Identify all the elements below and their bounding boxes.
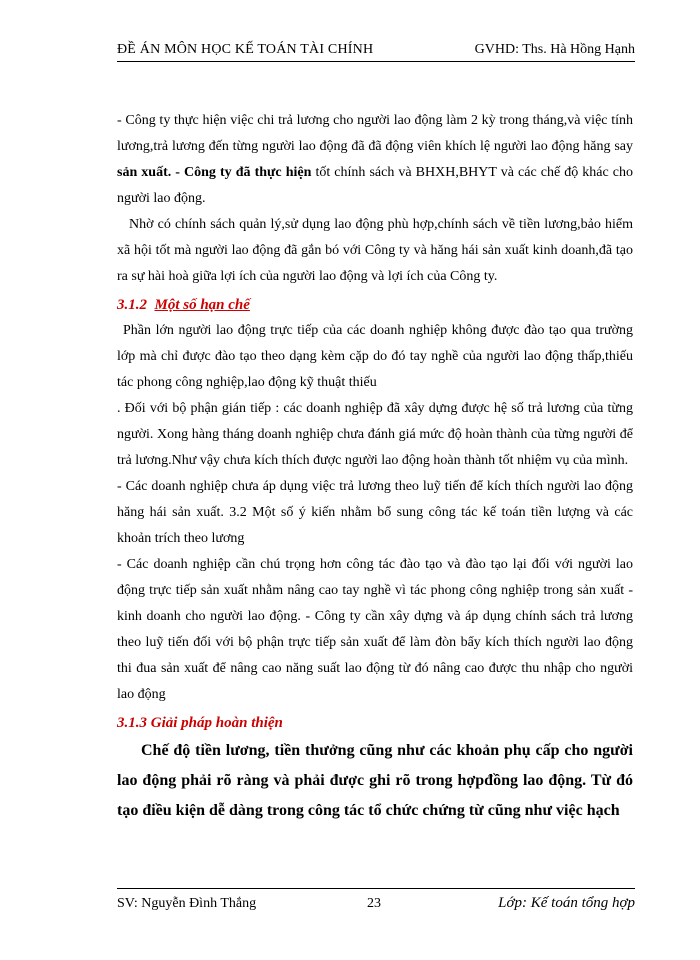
paragraph-policy-benefits: Nhờ có chính sách quản lý,sử dụng lao động phù hợp,chính sách về tiền lương,bảo hiểm xã hội tốt mà người lao động đã gắn bó với Công ty và hăng hái sản xuất kinh doanh,đã tạo ra sự hài hoà giữa lợi ích của người lao động và lợi ích của Công ty. [117, 217, 633, 284]
page-number: 23 [367, 896, 381, 911]
paragraph-recommendations: - Các doanh nghiệp cần chú trọng hơn công tác đào tạo và đào tạo lại đối với người lao động trực tiếp sản xuất nhằm nâng cao tay nghề vì tác phong công nghiệp trong sản xuất - kinh doanh cho người lao động. - Công ty cần xây dựng và áp dụng chính sách trả lương theo luỹ tiến đối với bộ phận trực tiếp sản xuất để làm đòn bẩy kích thích người lao động thi đua sản xuất để nâng cao năng suất lao động từ đó nâng cao được thu nhập cho người lao động [117, 557, 633, 702]
student-name: SV: Nguyễn Đình Thắng [117, 896, 257, 911]
paragraph-progressive-pay: - Các doanh nghiệp chưa áp dụng việc trả lương theo luỹ tiến để kích thích người lao động hăng hái sản xuất. 3.2 Một số ý kiến nhằm bổ sung công tác kế toán tiền lượng và các khoản trích theo lương [117, 479, 633, 546]
section-heading-solutions: 3.1.3 Giải pháp hoàn thiện [117, 715, 283, 731]
paragraph-training: Phần lớn người lao động trực tiếp của các doanh nghiệp không được đào tạo qua trường lớp mà chỉ được đào tạo theo dạng kèm cặp do đó tay nghề của người lao động thấp,thiếu tác phong công nghiệp,lao động kỹ thuật thiếu [117, 323, 633, 390]
paragraph-salary-payment: - Công ty thực hiện việc chi trả lương cho người lao động làm 2 kỳ trong tháng,và việc tính lương,trả lương đến từng người lao động đã đã động viên khích lệ người lao động hăng say sản xuất. - Công ty đã thực hiện tốt chính sách và BHXH,BHYT và các chế độ khác cho người lao động. [117, 113, 633, 206]
page-body [117, 108, 633, 826]
header-divider [117, 61, 635, 62]
footer-divider [117, 888, 635, 889]
supervisor-label: GVHD: Ths. Hà Hồng Hạnh [474, 42, 635, 57]
section-heading-limitations: 3.1.2 Một số hạn chế [117, 297, 250, 313]
class-label: Lớp: Kế toán tổng hợp [498, 895, 635, 911]
page-footer [117, 888, 635, 928]
paragraph-indirect-staff: . Đối với bộ phận gián tiếp : các doanh nghiệp đã xây dựng được hệ số trả lương của từng người. Xong hàng tháng doanh nghiệp chưa đánh giá mức độ hoàn thành của từng người để trả lương.Như vậy chưa kích thích được người lao động hoàn thành tốt nhiệm vụ của mình. [117, 401, 633, 468]
paragraph-salary-regime: Chế độ tiền lương, tiền thưởng cũng như các khoản phụ cấp cho người lao động phải rõ ràng và phải được ghi rõ trong hợpđồng lao động. Từ đó tạo điều kiện dễ dàng trong công tác tổ chức chứng từ cũng như việc hạch [117, 742, 633, 819]
document-title: ĐỀ ÁN MÔN HỌC KẾ TOÁN TÀI CHÍNH [117, 42, 374, 57]
